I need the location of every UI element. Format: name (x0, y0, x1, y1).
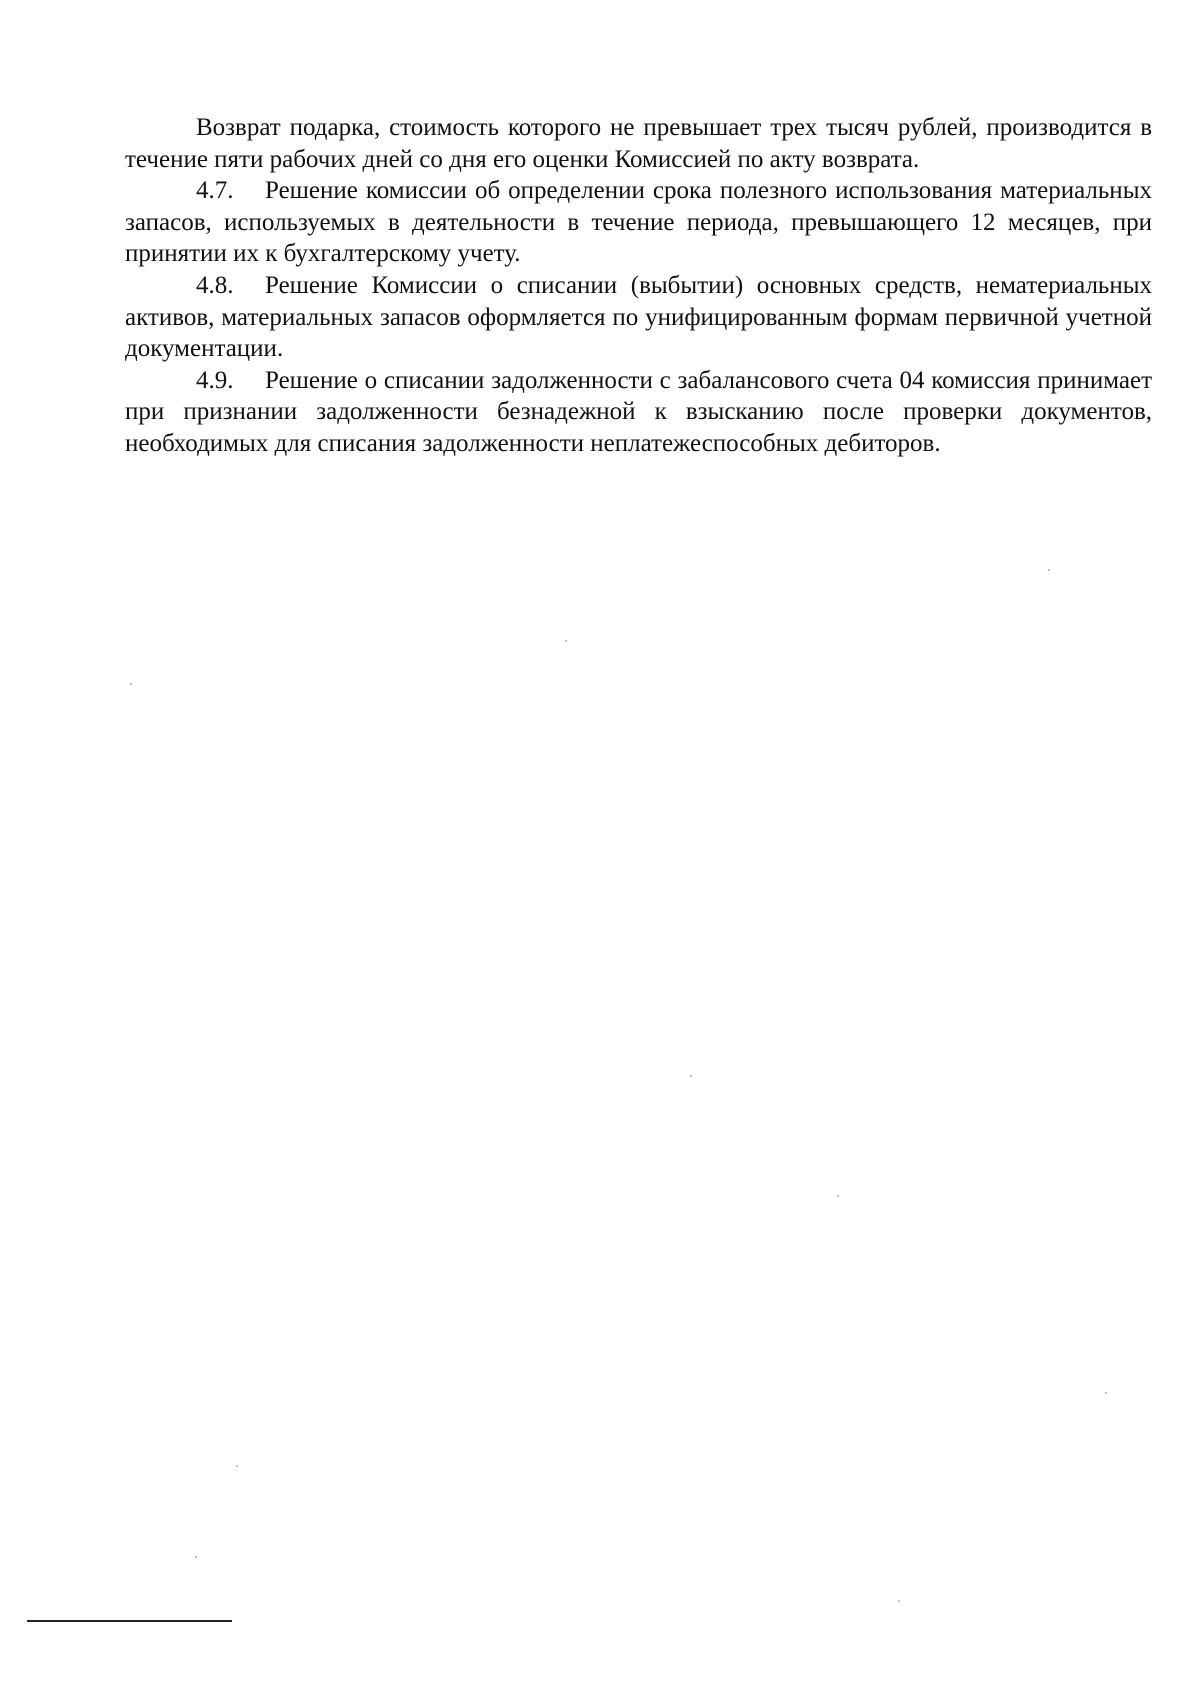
paragraph-text: Решение комиссии об определении срока полезного использования материальных запасов, используемых в деятельности в течение периода, превышающего 12 месяцев, при принятии их к бухгалтерскому учету. (125, 177, 1152, 268)
paragraph-4-9 (125, 365, 1152, 460)
paragraph-gift-return (125, 112, 1152, 175)
scan-speck (1105, 1392, 1107, 1394)
scan-speck (898, 1600, 900, 1602)
scan-speck (690, 1075, 692, 1077)
scan-speck (195, 1556, 197, 1558)
paragraph-number: 4.7. (196, 177, 234, 205)
document-body (125, 112, 1152, 460)
scan-speck (837, 1195, 839, 1197)
scan-speck (236, 1465, 238, 1467)
paragraph-text: Решение о списании задолженности с забалансового счета 04 комиссия принимает при признании задолженности безнадежной к взысканию после проверки документов, необходимых для списания задолженности неплатежеспособных дебиторов. (125, 366, 1152, 457)
paragraph-number: 4.8. (196, 271, 234, 299)
footnote-separator-line (27, 1620, 232, 1622)
scan-speck (130, 683, 132, 685)
scan-speck (565, 640, 567, 642)
scan-speck (1048, 569, 1050, 571)
paragraph-4-7 (125, 175, 1152, 270)
paragraph-4-8 (125, 270, 1152, 365)
paragraph-text: Возврат подарка, стоимость которого не превышает трех тысяч рублей, производится в течение пяти рабочих дней со дня его оценки Комиссией по акту возврата. (125, 114, 1152, 173)
paragraph-number: 4.9. (196, 366, 234, 394)
paragraph-text: Решение Комиссии о списании (выбытии) основных средств, нематериальных активов, материальных запасов оформляется по унифицированным формам первичной учетной документации. (125, 271, 1152, 363)
